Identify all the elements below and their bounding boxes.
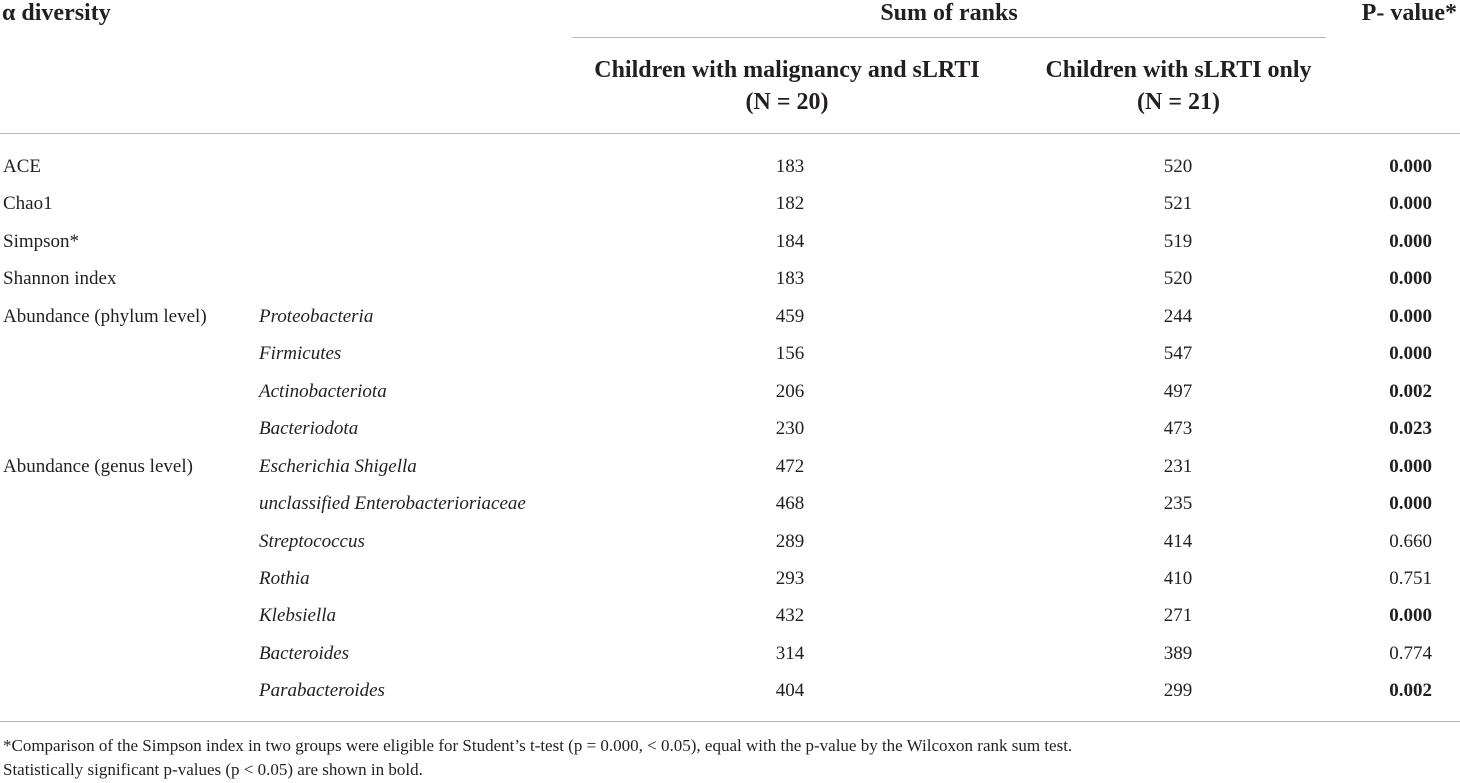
rank-sum-slrti-only: 299	[1163, 680, 1193, 701]
rank-sum-malignancy: 468	[775, 493, 805, 514]
p-value: 0.751	[1389, 568, 1432, 589]
rank-sum-slrti-only: 244	[1163, 306, 1193, 327]
rank-sum-malignancy: 183	[775, 156, 805, 177]
sum-of-ranks-rule	[572, 37, 1326, 38]
row-taxon: Escherichia Shigella	[259, 456, 417, 477]
header-group-slrti-only-n: (N = 21)	[1137, 89, 1220, 115]
rank-sum-malignancy: 472	[775, 456, 805, 477]
header-sum-of-ranks: Sum of ranks	[880, 0, 1018, 26]
row-taxon: Bacteroides	[259, 643, 350, 664]
p-value: 0.000	[1389, 605, 1432, 626]
p-value: 0.660	[1389, 531, 1432, 552]
footnote-significance: Statistically significant p-values (p < 0.05) are shown in bold.	[3, 760, 423, 779]
rank-sum-slrti-only: 520	[1163, 268, 1193, 289]
p-value: 0.774	[1389, 643, 1432, 664]
p-value: 0.000	[1389, 343, 1432, 364]
p-value: 0.000	[1389, 306, 1432, 327]
row-label: Abundance (genus level)	[3, 456, 193, 477]
p-value: 0.000	[1389, 493, 1432, 514]
rank-sum-slrti-only: 521	[1163, 193, 1193, 214]
rank-sum-slrti-only: 497	[1163, 381, 1193, 402]
table-bottom-rule	[0, 721, 1460, 722]
row-taxon: Streptococcus	[259, 531, 365, 552]
row-taxon: Actinobacteriota	[259, 381, 387, 402]
rank-sum-malignancy: 206	[775, 381, 805, 402]
rank-sum-malignancy: 293	[775, 568, 805, 589]
rank-sum-malignancy: 289	[775, 531, 805, 552]
rank-sum-malignancy: 459	[775, 306, 805, 327]
p-value: 0.002	[1389, 680, 1432, 701]
header-p-value: P- value*	[1361, 0, 1457, 26]
rank-sum-malignancy: 183	[775, 268, 805, 289]
row-taxon: Bacteriodota	[259, 418, 359, 439]
p-value: 0.002	[1389, 381, 1432, 402]
header-group-slrti-only	[1030, 54, 1327, 118]
header-group-malignancy-n: (N = 20)	[745, 89, 829, 115]
rank-sum-slrti-only: 231	[1163, 456, 1193, 477]
p-value: 0.000	[1389, 268, 1432, 289]
rank-sum-malignancy: 404	[775, 680, 805, 701]
rank-sum-slrti-only: 520	[1163, 156, 1193, 177]
rank-sum-slrti-only: 235	[1163, 493, 1193, 514]
rank-sum-slrti-only: 473	[1163, 418, 1193, 439]
rank-sum-slrti-only: 410	[1163, 568, 1193, 589]
row-label: Shannon index	[3, 268, 117, 289]
p-value: 0.000	[1389, 231, 1432, 252]
rank-sum-slrti-only: 519	[1163, 231, 1193, 252]
header-group-malignancy	[572, 54, 1002, 118]
row-taxon: unclassified Enterobacterioriaceae	[259, 493, 526, 514]
p-value: 0.000	[1389, 156, 1432, 177]
rank-sum-slrti-only: 547	[1163, 343, 1193, 364]
footnote-simpson: *Comparison of the Simpson index in two groups were eligible for Student’s t-test (p = 0.000, < 0.05), equal with the p-value by the Wilcoxon rank sum test.	[3, 736, 1073, 755]
p-value: 0.000	[1389, 456, 1432, 477]
rank-sum-malignancy: 182	[775, 193, 805, 214]
header-group-malignancy-title: Children with malignancy and sLRTI	[594, 57, 980, 83]
row-taxon: Proteobacteria	[259, 306, 374, 327]
header-group-slrti-only-title: Children with sLRTI only	[1045, 57, 1312, 83]
rank-sum-malignancy: 156	[775, 343, 805, 364]
rank-sum-slrti-only: 389	[1163, 643, 1193, 664]
rank-sum-slrti-only: 414	[1163, 531, 1193, 552]
rank-sum-malignancy: 432	[775, 605, 805, 626]
row-label: Simpson*	[3, 231, 80, 252]
row-taxon: Rothia	[259, 568, 310, 589]
row-label: Abundance (phylum level)	[3, 306, 207, 327]
rank-sum-malignancy: 230	[775, 418, 805, 439]
p-value: 0.023	[1389, 418, 1432, 439]
p-value: 0.000	[1389, 193, 1432, 214]
rank-sum-malignancy: 184	[775, 231, 805, 252]
rank-sum-slrti-only: 271	[1163, 605, 1193, 626]
rank-sum-malignancy: 314	[775, 643, 805, 664]
row-label: ACE	[3, 156, 41, 177]
row-taxon: Firmicutes	[259, 343, 342, 364]
header-bottom-rule	[0, 133, 1460, 134]
row-taxon: Parabacteroides	[259, 680, 385, 701]
header-alpha-diversity: α diversity	[2, 0, 111, 26]
row-label: Chao1	[3, 193, 53, 214]
row-taxon: Klebsiella	[259, 605, 337, 626]
